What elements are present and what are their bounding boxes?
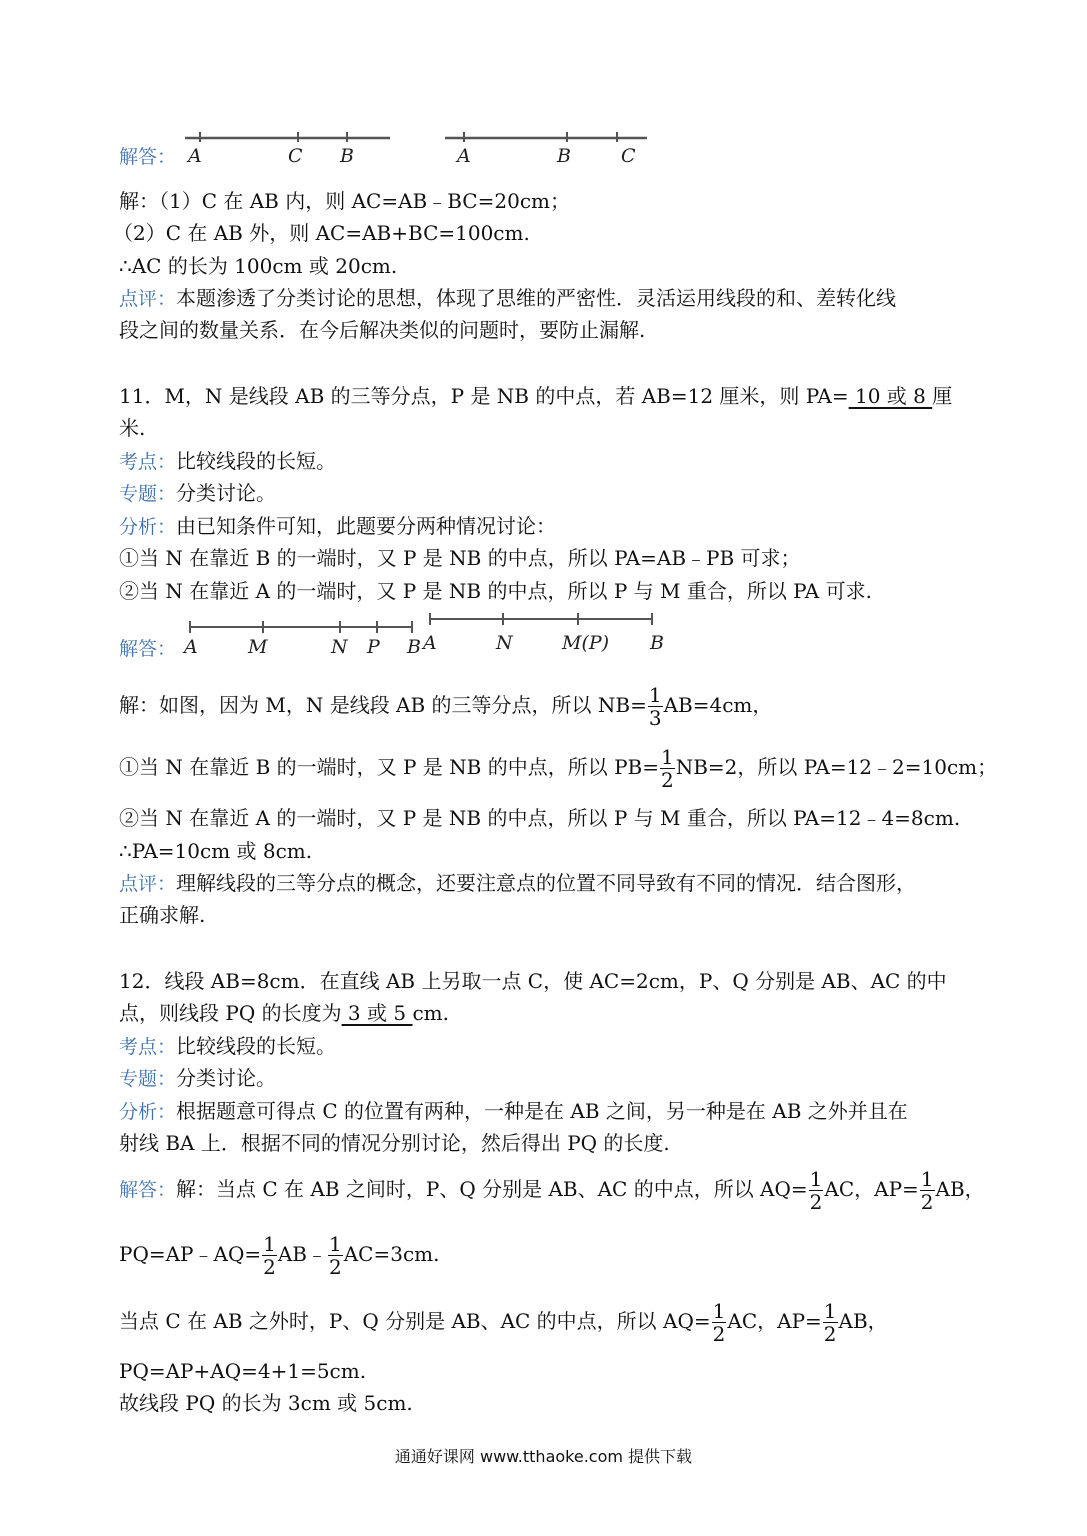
q11-case-1: ①当 N 在靠近 B 的一端时，又 P 是 NB 的中点，所以 PA=AB﹣PB 可求；	[119, 546, 801, 570]
q11-comment-cont: 正确求解.	[119, 903, 206, 927]
q12-stem-cont: 点，则线段 PQ 的长度为 3 或 5 cm.	[119, 1001, 449, 1025]
q11-solution-line: ①当 N 在靠近 B 的一端时，又 P 是 NB 的中点，所以 PB= $\frac{1}{2}$ NB=2，所以 PA=12﹣2=10cm；	[119, 745, 998, 792]
point-label-c: C	[288, 145, 303, 167]
fraction-one-half: $\frac{1}{2}$	[263, 1232, 276, 1279]
q11-comment: 点评：理解线段的三等分点的概念，还要注意点的位置不同导致有不同的情况．结合图形，	[119, 871, 917, 895]
answer-label-q10: 解答：	[119, 146, 177, 168]
q10-solution-line: （2）C 在 AB 外，则 AC=AB+BC=100cm.	[113, 221, 530, 245]
point-label-a: A	[457, 145, 471, 167]
footer-watermark: 通通好课网 www.tthaoke.com 提供下载	[394, 1447, 693, 1466]
q12-solution-line: 解答：解：当点 C 在 AB 之间时，P、Q 分别是 AB、AC 的中点，所以 AQ= $\frac{1}{2}$ AC，AP= $\frac{1}{2}$ AB，	[119, 1167, 985, 1214]
q12-stem: 12．线段 AB=8cm．在直线 AB 上另取一点 C，使 AC=2cm，P、Q 分别是 AB、AC 的中	[119, 969, 947, 993]
fraction-one-half: $\frac{1}{2}$	[809, 1167, 823, 1214]
point-label-c: C	[621, 145, 636, 167]
point-label-b: B	[557, 145, 571, 167]
q11-zhuanti: 专题：分类讨论。	[119, 481, 277, 505]
segment-diagram-q10	[180, 128, 660, 178]
q12-conclusion: 故线段 PQ 的长为 3cm 或 5cm.	[119, 1391, 413, 1415]
answer-label-q11: 解答：	[119, 638, 177, 660]
q10-conclusion: ∴AC 的长为 100cm 或 20cm.	[119, 254, 398, 278]
q11-stem-cont: 米.	[119, 416, 146, 440]
point-label-a: A	[423, 632, 437, 654]
fraction-one-half: $\frac{1}{2}$	[328, 1232, 342, 1279]
q10-comment-cont: 段之间的数量关系．在今后解决类似的问题时，要防止漏解.	[119, 318, 646, 342]
q12-solution-line: PQ=AP﹣AQ= $\frac{1}{2}$ AB﹣ $\frac{1}{2}$ AC=3cm.	[119, 1232, 440, 1279]
q10-solution-line: 解：（1）C 在 AB 内，则 AC=AB﹣BC=20cm；	[119, 189, 570, 213]
point-label-n: N	[331, 636, 348, 658]
q12-answer: 3 或 5	[341, 1001, 413, 1025]
point-label-b: B	[340, 145, 354, 167]
q12-solution-line: PQ=AP+AQ=4+1=5cm.	[119, 1359, 367, 1383]
point-label-a: A	[188, 145, 202, 167]
point-label-m-p: M(P)	[562, 632, 610, 654]
fraction-one-half: $\frac{1}{2}$	[920, 1167, 934, 1214]
point-label-a: A	[184, 636, 198, 658]
point-label-m: M	[248, 636, 268, 658]
q11-fenxi: 分析：由已知条件可知，此题要分两种情况讨论：	[119, 514, 557, 538]
q11-solution-line: 解：如图，因为 M，N 是线段 AB 的三等分点，所以 NB= $\frac{1}{3}$ AB=4cm，	[119, 683, 773, 730]
q11-kaodian: 考点：比较线段的长短。	[119, 449, 337, 473]
fraction-one-half: $\frac{1}{2}$	[712, 1299, 726, 1346]
q11-case-2: ②当 N 在靠近 A 的一端时，又 P 是 NB 的中点，所以 P 与 M 重合，所以 PA 可求.	[119, 579, 872, 603]
q12-fenxi: 分析：根据题意可得点 C 的位置有两种，一种是在 AB 之间，另一种是在 AB 之外并且在	[119, 1099, 908, 1123]
q11-conclusion: ∴PA=10cm 或 8cm.	[119, 839, 313, 863]
q10-comment: 点评：本题渗透了分类讨论的思想，体现了思维的严密性．灵活运用线段的和、差转化线	[119, 286, 897, 310]
point-label-n: N	[496, 632, 513, 654]
q11-answer: 10 或 8	[848, 384, 933, 408]
point-label-b: B	[650, 632, 664, 654]
q11-solution-line: ②当 N 在靠近 A 的一端时，又 P 是 NB 的中点，所以 P 与 M 重合，所以 PA=12﹣4=8cm.	[119, 806, 961, 830]
q12-fenxi-cont: 射线 BA 上．根据不同的情况分别讨论，然后得出 PQ 的长度.	[119, 1131, 670, 1155]
fraction-one-half: $\frac{1}{2}$	[660, 745, 674, 792]
q12-kaodian: 考点：比较线段的长短。	[119, 1034, 337, 1058]
q12-zhuanti: 专题：分类讨论。	[119, 1066, 277, 1090]
point-label-p: P	[367, 636, 380, 658]
point-label-b: B	[407, 636, 421, 658]
fraction-one-half: $\frac{1}{2}$	[823, 1299, 837, 1346]
q12-solution-line: 当点 C 在 AB 之外时，P、Q 分别是 AB、AC 的中点，所以 AQ= $\frac{1}{2}$ AC，AP= $\frac{1}{2}$ AB，	[119, 1299, 888, 1346]
q11-stem: 11．M，N 是线段 AB 的三等分点，P 是 NB 的中点，若 AB=12 厘米，则 PA= 10 或 8 厘	[119, 384, 953, 408]
fraction-one-third: $\frac{1}{3}$	[648, 683, 662, 730]
